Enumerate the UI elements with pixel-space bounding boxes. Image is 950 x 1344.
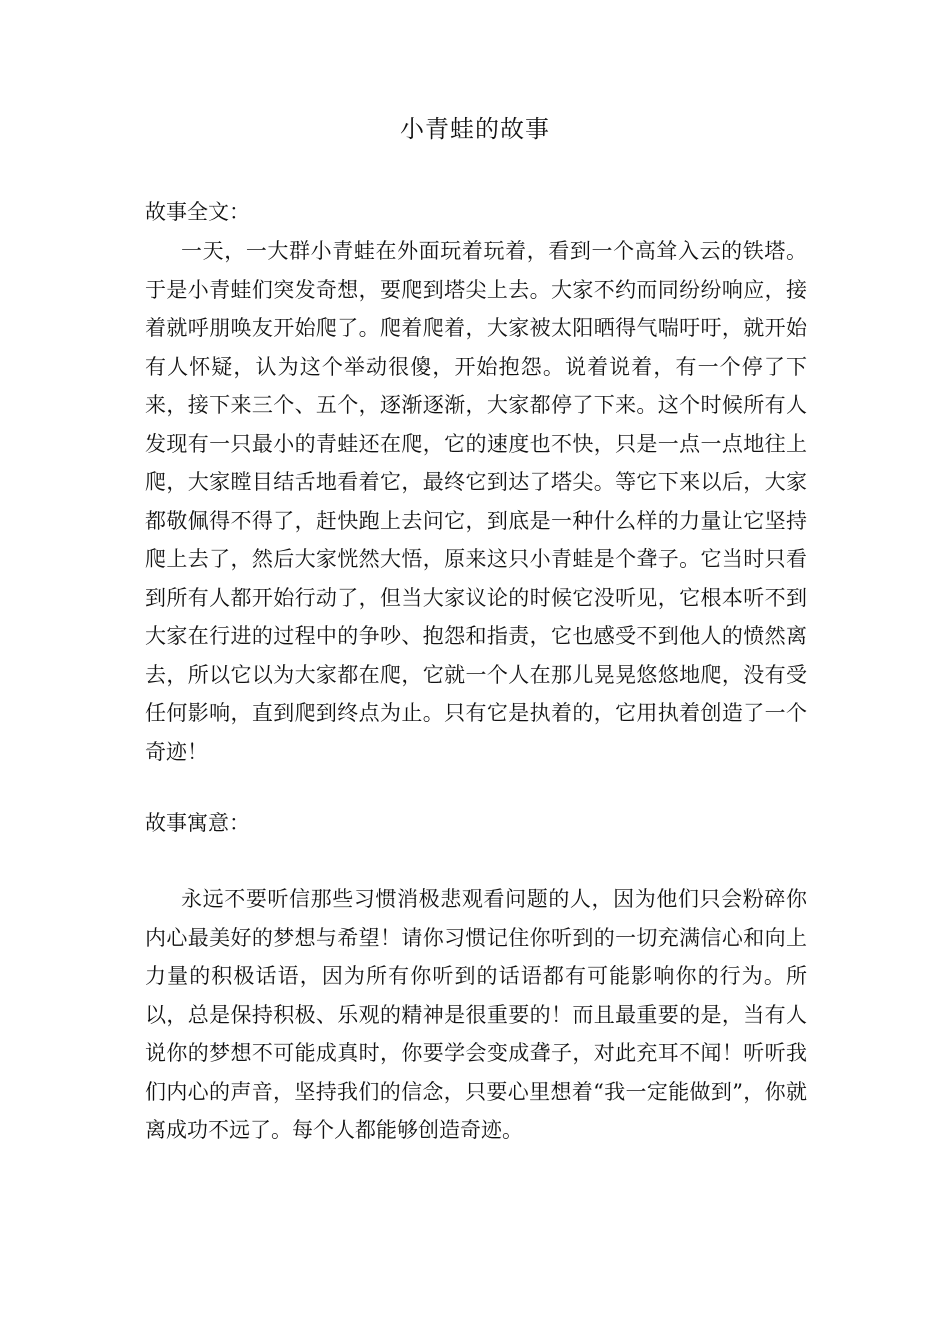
moral-heading: 故事寓意： xyxy=(145,811,250,835)
document-title: 小青蛙的故事 xyxy=(400,115,550,143)
full-story-heading: 故事全文： xyxy=(145,200,250,224)
moral-paragraph: 永远不要听信那些习惯消极悲观看问题的人，因为他们只会粉碎你内心最美好的梦想与希望！请你习惯记住你听到的一切充满信心和向上力量的积极话语，因为所有你听到的话语都有可能影响你的行为。所以，总是保持积极、乐观的精神是很重要的！而且最重要的是，当有人说你的梦想不可能成真时，你要学会变成聋子，对此充耳不闻！听听我们内心的声音，坚持我们的信念，只要心里想着“我一定能做到”，你就离成功不远了。每个人都能够创造奇迹。 xyxy=(145,887,807,1142)
full-story-paragraph: 一天，一大群小青蛙在外面玩着玩着，看到一个高耸入云的铁塔。于是小青蛙们突发奇想，要爬到塔尖上去。大家不约而同纷纷响应，接着就呼朋唤友开始爬了。爬着爬着，大家被太阳晒得气喘吁吁，就开始有人怀疑，认为这个举动很傻，开始抱怨。说着说着，有一个停了下来，接下来三个、五个，逐渐逐渐，大家都停了下来。这个时候所有人发现有一只最小的青蛙还在爬，它的速度也不快，只是一点一点地往上爬，大家瞠目结舌地看着它，最终它到达了塔尖。等它下来以后，大家都敬佩得不得了，赶快跑上去问它，到底是一种什么样的力量让它坚持爬上去了，然后大家恍然大悟，原来这只小青蛙是个聋子。它当时只看到所有人都开始行动了，但当大家议论的时候它没听见，它根本听不到大家在行进的过程中的争吵、抱怨和指责，它也感受不到他人的愤然离去，所以它以为大家都在爬，它就一个人在那儿晃晃悠悠地爬，没有受任何影响，直到爬到终点为止。只有它是执着的，它用执着创造了一个奇迹！ xyxy=(145,239,807,764)
